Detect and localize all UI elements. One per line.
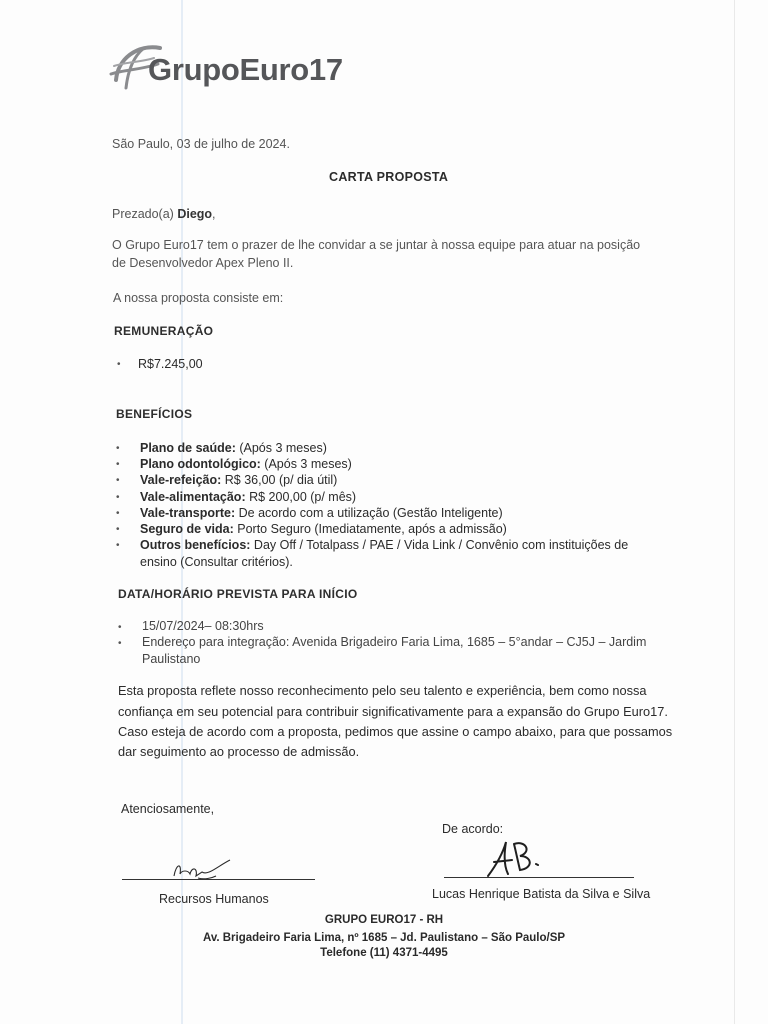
- footer-line-3: Telefone (11) 4371-4495: [320, 947, 448, 959]
- greeting-prefix: Prezado(a): [112, 207, 178, 221]
- company-logo: [108, 40, 378, 100]
- benefits-continuation: ensino (Consultar critérios).: [140, 555, 293, 569]
- start-address-line-2: Paulistano: [142, 652, 201, 666]
- closing-line-2: confiança em seu potencial para contribuir significativamente para a expansão do Grupo Euro17.: [118, 704, 668, 719]
- bullet-dot-icon: •: [116, 508, 120, 519]
- benefit-item: [140, 472, 337, 488]
- benefit-label: Vale-refeição:: [140, 473, 222, 487]
- bullet-dot-icon: •: [117, 359, 121, 370]
- page-edge: [734, 0, 735, 1024]
- regards: Atenciosamente,: [121, 802, 215, 816]
- benefit-item: [140, 489, 356, 505]
- company-name: GrupoEuro17: [148, 52, 343, 87]
- intro-line-2: de Desenvolvedor Apex Pleno II.: [112, 256, 294, 270]
- hr-signature-line: [122, 879, 315, 880]
- benefit-label: Plano de saúde:: [140, 441, 236, 455]
- benefit-text: R$ 200,00 (p/ mês): [245, 490, 357, 504]
- remuneration-value: R$7.245,00: [138, 357, 203, 371]
- bullet-dot-icon: •: [116, 443, 120, 454]
- start-heading: DATA/HORÁRIO PREVISTA PARA INÍCIO: [118, 587, 358, 601]
- benefit-text: Porto Seguro (Imediatamente, após a admissão): [233, 522, 507, 536]
- benefit-label: Plano odontológico:: [140, 457, 261, 471]
- hr-signature-label: Recursos Humanos: [159, 892, 269, 906]
- benefit-text: (Após 3 meses): [260, 457, 352, 471]
- candidate-signature-line: [444, 877, 634, 878]
- greeting: [112, 206, 216, 222]
- bullet-dot-icon: •: [116, 492, 120, 503]
- benefit-text: R$ 36,00 (p/ dia útil): [221, 473, 338, 487]
- closing-line-4: dar seguimento ao processo de admissão.: [118, 744, 360, 759]
- benefit-label: Vale-alimentação:: [140, 490, 246, 504]
- benefit-label: Outros benefícios:: [140, 538, 251, 552]
- intro-line-1: O Grupo Euro17 tem o prazer de lhe convidar a se juntar à nossa equipe para atuar na posição: [112, 238, 641, 252]
- bullet-dot-icon: •: [116, 475, 120, 486]
- benefit-text: Day Off / Totalpass / PAE / Vida Link / Convênio com instituições de: [250, 538, 629, 552]
- benefit-item: [140, 456, 352, 472]
- greeting-suffix: ,: [212, 207, 216, 221]
- remuneration-heading: REMUNERAÇÃO: [114, 324, 214, 338]
- benefit-item: [140, 537, 628, 553]
- closing-line-3: Caso esteja de acordo com a proposta, pedimos que assine o campo abaixo, para que possamos: [118, 724, 673, 739]
- hr-signature: [168, 856, 248, 886]
- benefit-label: Vale-transporte:: [140, 506, 236, 520]
- benefit-text: (Após 3 meses): [235, 441, 327, 455]
- start-address-line-1: Endereço para integração: Avenida Brigadeiro Faria Lima, 1685 – 5°andar – CJ5J – Jardim: [142, 635, 647, 649]
- bullet-dot-icon: •: [116, 540, 120, 551]
- candidate-signature-label: Lucas Henrique Batista da Silva e Silva: [432, 887, 651, 901]
- letter-title: CARTA PROPOSTA: [329, 170, 449, 184]
- greeting-name: Diego: [177, 207, 213, 221]
- candidate-signature: [484, 838, 554, 878]
- closing-line-1: Esta proposta reflete nosso reconhecimento pelo seu talento e experiência, bem como nossa: [118, 683, 647, 698]
- bullet-dot-icon: •: [118, 638, 122, 649]
- footer-line-2: Av. Brigadeiro Faria Lima, nº 1685 – Jd. Paulistano – São Paulo/SP: [202, 932, 566, 944]
- bullet-dot-icon: •: [118, 622, 122, 633]
- agreement-label: De acordo:: [442, 822, 504, 836]
- benefit-item: [140, 505, 503, 521]
- benefit-item: [140, 440, 327, 456]
- benefits-heading: BENEFÍCIOS: [116, 407, 193, 421]
- bullet-dot-icon: •: [116, 459, 120, 470]
- benefit-item: [140, 521, 507, 537]
- footer-line-1: GRUPO EURO17 - RH: [324, 914, 444, 926]
- proposal-intro: A nossa proposta consiste em:: [113, 291, 284, 305]
- bullet-dot-icon: •: [116, 524, 120, 535]
- start-date: 15/07/2024– 08:30hrs: [142, 619, 264, 633]
- date-line: São Paulo, 03 de julho de 2024.: [112, 137, 290, 151]
- benefit-text: De acordo com a utilização (Gestão Inteligente): [235, 506, 503, 520]
- benefit-label: Seguro de vida:: [140, 522, 234, 536]
